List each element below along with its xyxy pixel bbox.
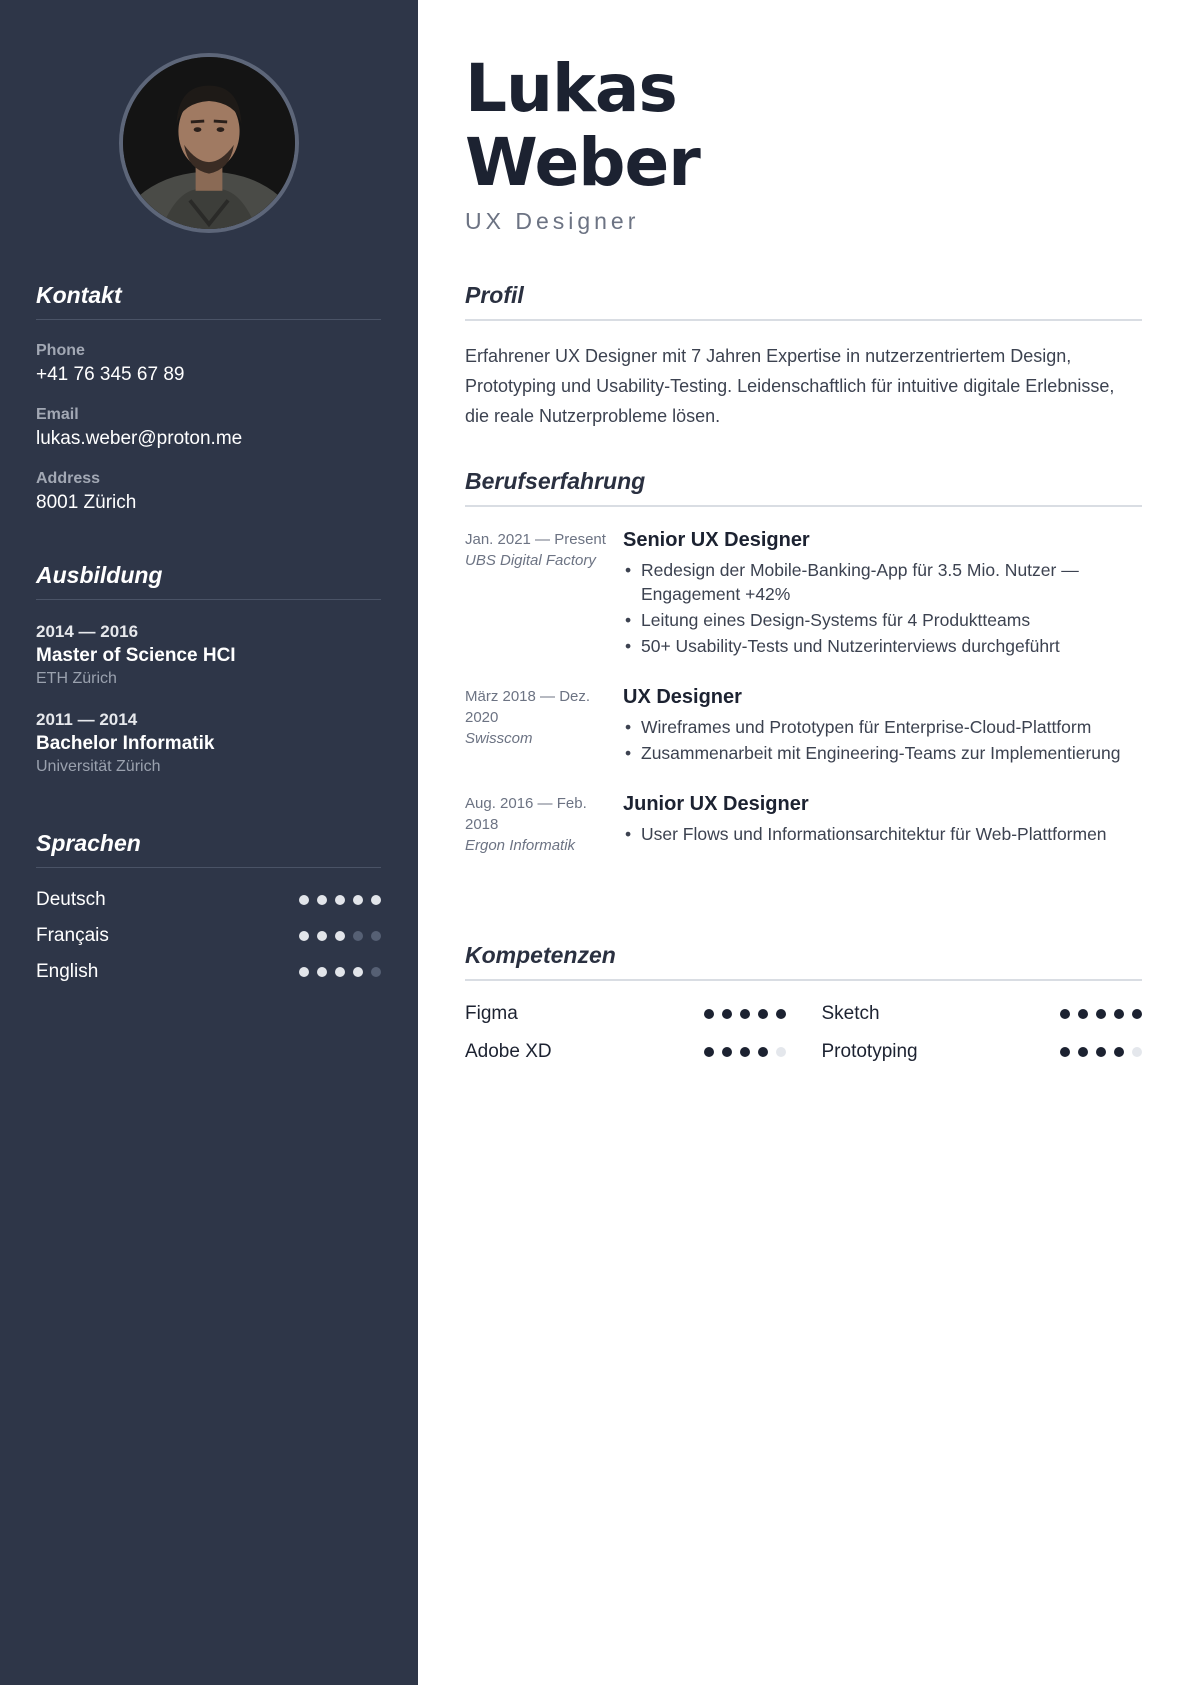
language-level [299, 967, 381, 977]
level-dot-filled [299, 895, 309, 905]
skill-name: Sketch [821, 1003, 880, 1024]
job-dates: Jan. 2021 — Present [465, 531, 606, 548]
job-entry [465, 793, 1142, 856]
skills-section [465, 942, 1142, 1071]
level-dot-filled [740, 1047, 750, 1057]
level-dot-filled [317, 895, 327, 905]
level-dot-empty [353, 931, 363, 941]
contact-email [36, 406, 381, 450]
skill-name: Figma [465, 1003, 518, 1024]
education-item [36, 622, 381, 688]
job-role: UX Designer [465, 208, 640, 234]
skill-level [1060, 1047, 1142, 1057]
job-company: Swisscom [465, 730, 533, 747]
language-row [36, 918, 381, 954]
skill-row [822, 1033, 1143, 1071]
experience-heading: Berufserfahrung [465, 468, 1142, 507]
contact-address [36, 470, 381, 514]
sidebar [0, 0, 418, 1685]
skill-level [704, 1009, 786, 1019]
level-dot-empty [1132, 1047, 1142, 1057]
address-value: 8001 Zürich [36, 492, 137, 513]
experience-section [465, 468, 1142, 856]
person-name [465, 52, 700, 200]
contact-phone [36, 342, 381, 386]
job-dates: März 2018 — Dez. 2020 [465, 688, 591, 726]
job-entry [465, 529, 1142, 660]
languages-heading: Sprachen [36, 830, 381, 868]
level-dot-filled [335, 931, 345, 941]
level-dot-filled [299, 967, 309, 977]
address-label: Address [36, 470, 101, 487]
level-dot-filled [1114, 1009, 1124, 1019]
phone-value[interactable]: +41 76 345 67 89 [36, 364, 185, 385]
level-dot-filled [1096, 1047, 1106, 1057]
level-dot-filled [1114, 1047, 1124, 1057]
level-dot-empty [371, 931, 381, 941]
job-bullets [623, 715, 1142, 765]
profile-heading: Profil [465, 282, 1142, 321]
education-degree: Bachelor Informatik [36, 733, 215, 754]
portrait-icon [123, 57, 295, 229]
education-degree: Master of Science HCI [36, 645, 236, 666]
job-entry [465, 686, 1142, 767]
level-dot-filled [1060, 1047, 1070, 1057]
level-dot-filled [1078, 1047, 1088, 1057]
skills-heading: Kompetenzen [465, 942, 1142, 981]
skill-row [465, 1033, 786, 1071]
job-bullet: • Zusammenarbeit mit Engineering-Teams zur Implementierung [623, 741, 1142, 765]
profile-text: Erfahrener UX Designer mit 7 Jahren Expertise in nutzerzentriertem Design, Prototyping und Usability-Testing. Leidenschaftlich für intuitive digitale Erlebnisse, die reale Nutzerprobleme lösen. [465, 346, 1115, 426]
job-bullet: • User Flows und Informationsarchitektur für Web-Plattformen [623, 822, 1142, 846]
skill-row [465, 995, 786, 1033]
languages-section [36, 830, 381, 990]
job-bullets [623, 558, 1142, 658]
job-title: UX Designer [623, 686, 742, 708]
job-bullet: • Redesign der Mobile-Banking-App für 3.5 Mio. Nutzer — Engagement +42% [623, 558, 1142, 606]
job-title: Junior UX Designer [623, 793, 809, 815]
education-years: 2014 — 2016 [36, 622, 139, 641]
job-company: Ergon Informatik [465, 837, 576, 854]
level-dot-filled [1078, 1009, 1088, 1019]
level-dot-filled [299, 931, 309, 941]
job-company: UBS Digital Factory [465, 552, 596, 569]
language-row [36, 954, 381, 990]
level-dot-empty [776, 1047, 786, 1057]
job-title: Senior UX Designer [623, 529, 810, 551]
level-dot-filled [1132, 1009, 1142, 1019]
job-bullet: • Wireframes und Prototypen für Enterprise-Cloud-Plattform [623, 715, 1142, 739]
job-meta [465, 793, 623, 856]
email-value[interactable]: lukas.weber@proton.me [36, 428, 243, 449]
level-dot-filled [776, 1009, 786, 1019]
skill-name: Adobe XD [465, 1041, 552, 1062]
skill-row [822, 995, 1143, 1033]
level-dot-filled [740, 1009, 750, 1019]
level-dot-filled [758, 1009, 768, 1019]
level-dot-filled [1096, 1009, 1106, 1019]
profile-photo [119, 53, 299, 233]
education-school: ETH Zürich [36, 670, 117, 687]
job-meta [465, 529, 623, 660]
job-bullets [623, 822, 1142, 846]
level-dot-filled [371, 895, 381, 905]
phone-label: Phone [36, 342, 85, 359]
email-label: Email [36, 406, 79, 423]
level-dot-filled [704, 1047, 714, 1057]
education-years: 2011 — 2014 [36, 710, 138, 729]
education-section [36, 562, 381, 776]
skill-name: Prototyping [821, 1041, 918, 1062]
job-meta [465, 686, 623, 767]
level-dot-filled [722, 1009, 732, 1019]
language-name: English [36, 961, 99, 982]
level-dot-filled [335, 895, 345, 905]
language-name: Deutsch [36, 889, 106, 910]
level-dot-filled [317, 931, 327, 941]
skill-level [1060, 1009, 1142, 1019]
education-school: Universität Zürich [36, 758, 161, 775]
level-dot-filled [353, 967, 363, 977]
profile-section [465, 282, 1142, 431]
language-level [299, 895, 381, 905]
level-dot-filled [335, 967, 345, 977]
job-dates: Aug. 2016 — Feb. 2018 [465, 795, 587, 833]
level-dot-filled [758, 1047, 768, 1057]
job-bullet: • Leitung eines Design-Systems für 4 Produktteams [623, 608, 1142, 632]
language-level [299, 931, 381, 941]
level-dot-filled [1060, 1009, 1070, 1019]
language-row [36, 882, 381, 918]
job-bullet: • 50+ Usability-Tests und Nutzerinterviews durchgeführt [623, 634, 1142, 658]
level-dot-filled [353, 895, 363, 905]
level-dot-filled [317, 967, 327, 977]
language-name: Français [36, 925, 109, 946]
name-last: Weber [465, 124, 700, 201]
contact-heading: Kontakt [36, 282, 381, 320]
education-heading: Ausbildung [36, 562, 381, 600]
contact-section [36, 282, 381, 514]
education-item [36, 710, 381, 776]
level-dot-filled [704, 1009, 714, 1019]
level-dot-filled [722, 1047, 732, 1057]
skill-level [704, 1047, 786, 1057]
level-dot-empty [371, 967, 381, 977]
name-first: Lukas [465, 50, 677, 127]
